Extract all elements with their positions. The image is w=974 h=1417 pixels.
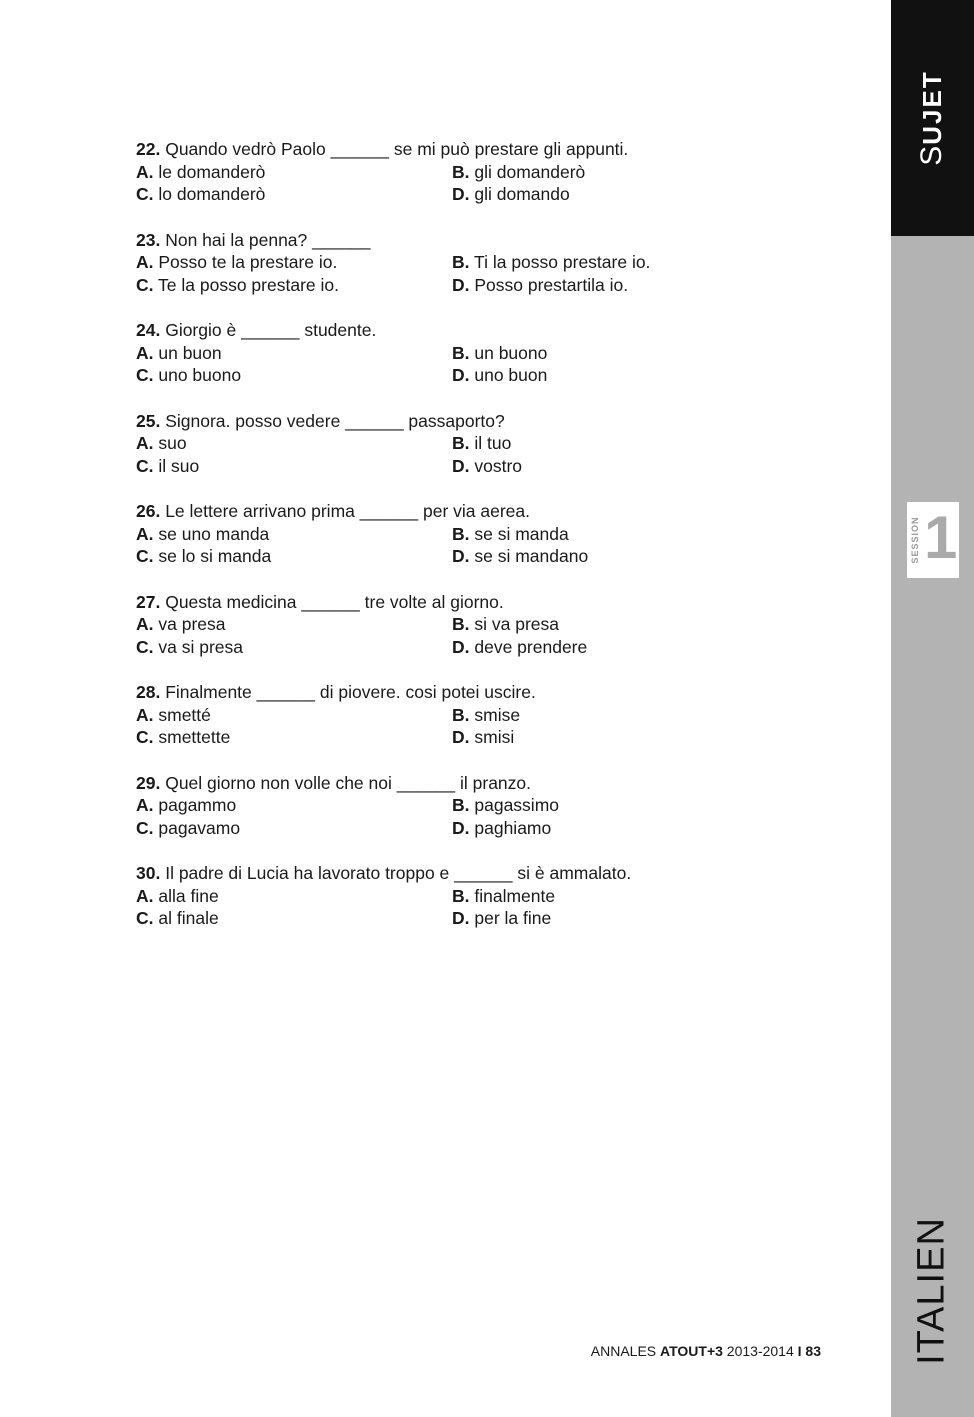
question-number: 25.: [136, 410, 161, 431]
option-b: [452, 523, 569, 546]
option-letter: A.: [136, 795, 154, 815]
subject-label: ITALIEN: [910, 1217, 953, 1365]
option-letter: C.: [136, 274, 154, 295]
question-text: Le lettere arrivano prima ______ per via aerea.: [165, 501, 531, 521]
question-28: [136, 681, 836, 749]
option-text: va si presa: [158, 636, 243, 657]
option-letter: D.: [452, 636, 470, 657]
option-letter: A.: [136, 252, 154, 272]
option-text: gli domando: [474, 184, 570, 204]
footer-brand: ATOUT+3: [660, 1343, 723, 1359]
option-d: [452, 817, 551, 840]
option-text: vostro: [474, 455, 523, 476]
page-footer: [591, 1343, 821, 1359]
option-letter: A.: [136, 704, 154, 725]
question-stem: [136, 410, 836, 433]
option-c: [136, 817, 452, 840]
option-d: [452, 183, 570, 206]
option-c: [136, 636, 452, 659]
option-text: un buono: [474, 342, 548, 363]
question-list: [136, 138, 836, 953]
question-stem: [136, 138, 836, 161]
option-text: finalmente: [474, 885, 556, 906]
option-text: Ti la posso prestare io.: [474, 252, 651, 272]
option-text: Posso te la prestare io.: [158, 252, 338, 272]
question-number: 27.: [136, 591, 161, 612]
option-a: [136, 523, 452, 546]
question-stem: [136, 591, 836, 614]
option-text: il tuo: [474, 433, 512, 453]
footer-prefix: ANNALES: [590, 1343, 657, 1359]
option-text: un buon: [158, 342, 222, 363]
sujet-label: [915, 70, 949, 165]
option-letter: D.: [452, 274, 470, 295]
option-b: [452, 885, 555, 908]
option-d: [452, 455, 522, 478]
option-b: [452, 794, 559, 817]
option-a: [136, 704, 452, 727]
option-a: [136, 251, 452, 274]
option-text: Posso prestartila io.: [474, 274, 629, 295]
sujet-rest: UJET: [917, 70, 947, 145]
option-letter: A.: [136, 885, 154, 906]
option-text: Te la posso prestare io.: [158, 274, 339, 295]
option-c: [136, 274, 452, 297]
option-text: smettette: [158, 727, 231, 747]
page-number: 83: [805, 1343, 821, 1359]
question-text: Quando vedrò Paolo ______ se mi può prestare gli appunti.: [165, 139, 629, 159]
option-text: le domanderò: [158, 161, 266, 182]
question-text: Il padre di Lucia ha lavorato troppo e ______ si è ammalato.: [165, 863, 632, 883]
option-a: [136, 794, 452, 817]
question-text: Giorgio è ______ studente.: [165, 320, 377, 340]
option-d: [452, 274, 628, 297]
question-25: [136, 410, 836, 478]
option-text: suo: [158, 433, 187, 453]
option-letter: D.: [452, 365, 470, 385]
option-letter: A.: [136, 161, 154, 182]
question-number: 30.: [136, 863, 161, 883]
question-text: Questa medicina ______ tre volte al giorno.: [165, 591, 504, 612]
option-text: pagavamo: [158, 817, 241, 838]
question-number: 26.: [136, 501, 161, 521]
question-number: 24.: [136, 320, 161, 340]
question-number: 23.: [136, 229, 161, 250]
option-c: [136, 183, 452, 206]
option-text: se si manda: [474, 523, 569, 544]
question-stem: [136, 681, 836, 704]
footer-separator: I: [797, 1343, 802, 1359]
question-24: [136, 319, 836, 387]
question-29: [136, 772, 836, 840]
option-a: [136, 885, 452, 908]
option-d: [452, 726, 514, 749]
option-text: alla fine: [158, 885, 219, 906]
option-c: [136, 364, 452, 387]
session-number: 1: [924, 504, 958, 571]
option-letter: B.: [452, 523, 470, 544]
option-b: [452, 161, 585, 184]
option-a: [136, 613, 452, 636]
question-stem: [136, 772, 836, 795]
option-d: [452, 364, 547, 387]
option-letter: B.: [452, 342, 470, 363]
option-b: [452, 342, 547, 365]
sujet-initial: S: [915, 144, 948, 166]
option-text: se lo si manda: [158, 546, 272, 566]
option-letter: A.: [136, 523, 154, 544]
option-b: [452, 613, 559, 636]
question-text: Signora. posso vedere ______ passaporto?: [165, 410, 505, 431]
question-27: [136, 591, 836, 659]
option-text: deve prendere: [474, 636, 588, 657]
option-letter: C.: [136, 546, 154, 566]
option-d: [452, 636, 587, 659]
option-letter: C.: [136, 817, 154, 838]
option-letter: C.: [136, 727, 154, 747]
option-text: si va presa: [474, 614, 559, 634]
option-b: [452, 432, 511, 455]
option-text: uno buono: [158, 365, 242, 385]
option-a: [136, 342, 452, 365]
option-letter: C.: [136, 636, 154, 657]
question-number: 22.: [136, 139, 161, 159]
option-d: [452, 545, 588, 568]
option-c: [136, 907, 452, 930]
option-letter: B.: [452, 433, 470, 453]
question-stem: [136, 319, 836, 342]
option-letter: C.: [136, 455, 154, 476]
option-b: [452, 704, 520, 727]
option-letter: A.: [136, 342, 154, 363]
option-text: il suo: [158, 455, 200, 476]
option-letter: B.: [452, 161, 470, 182]
option-d: [452, 907, 551, 930]
option-text: pagassimo: [474, 795, 560, 815]
question-26: [136, 500, 836, 568]
option-text: va presa: [158, 614, 226, 634]
side-tab: [891, 0, 974, 1417]
option-text: se uno manda: [158, 523, 270, 544]
option-text: uno buon: [474, 365, 548, 385]
option-a: [136, 161, 452, 184]
option-letter: D.: [452, 908, 470, 928]
option-letter: A.: [136, 433, 154, 453]
sujet-tab: [891, 0, 974, 236]
option-letter: C.: [136, 908, 154, 928]
footer-years: 2013-2014: [726, 1343, 794, 1359]
question-text: Non hai la penna? ______: [165, 229, 371, 250]
option-text: al finale: [158, 908, 219, 928]
option-letter: D.: [452, 455, 470, 476]
option-letter: B.: [452, 252, 470, 272]
option-c: [136, 726, 452, 749]
question-22: [136, 138, 836, 206]
option-b: [452, 251, 650, 274]
option-letter: B.: [452, 704, 470, 725]
option-text: smise: [474, 704, 521, 725]
option-letter: C.: [136, 184, 154, 204]
option-text: gli domanderò: [474, 161, 586, 182]
question-text: Finalmente ______ di piovere. cosi potei uscire.: [165, 682, 536, 702]
question-stem: [136, 500, 836, 523]
option-text: paghiamo: [474, 817, 552, 838]
option-letter: C.: [136, 365, 154, 385]
option-text: lo domanderò: [158, 184, 266, 204]
option-letter: B.: [452, 885, 470, 906]
option-text: se si mandano: [474, 546, 589, 566]
option-letter: A.: [136, 614, 154, 634]
option-text: pagammo: [158, 795, 237, 815]
session-label: SESSION: [910, 516, 920, 564]
question-text: Quel giorno non volle che noi ______ il pranzo.: [165, 772, 532, 793]
option-text: smisi: [474, 727, 515, 747]
question-stem: [136, 229, 836, 252]
option-letter: D.: [452, 817, 470, 838]
question-number: 28.: [136, 682, 161, 702]
question-23: [136, 229, 836, 297]
option-text: per la fine: [474, 908, 552, 928]
option-text: smetté: [158, 704, 211, 725]
session-badge: [907, 502, 959, 578]
option-letter: D.: [452, 546, 470, 566]
option-letter: D.: [452, 184, 470, 204]
option-letter: D.: [452, 727, 470, 747]
option-c: [136, 455, 452, 478]
question-stem: [136, 862, 836, 885]
option-letter: B.: [452, 614, 470, 634]
option-letter: B.: [452, 795, 470, 815]
option-c: [136, 545, 452, 568]
question-30: [136, 862, 836, 930]
option-a: [136, 432, 452, 455]
question-number: 29.: [136, 772, 161, 793]
